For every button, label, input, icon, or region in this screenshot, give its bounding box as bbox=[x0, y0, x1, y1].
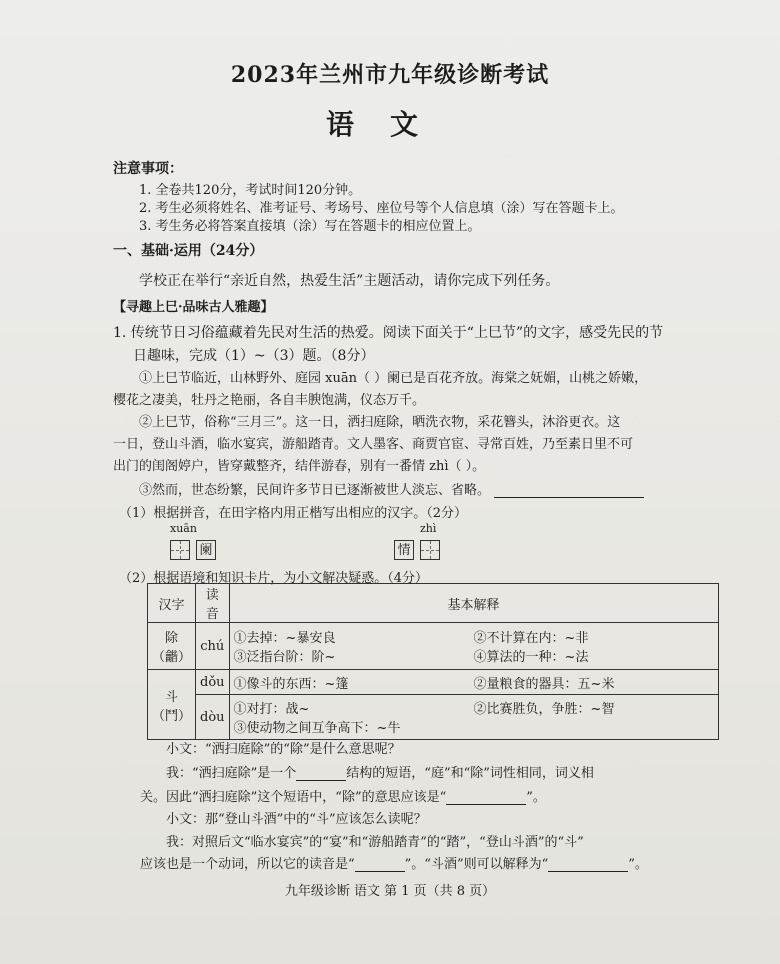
card-header-row bbox=[148, 584, 719, 623]
dialogue-line6c: ”。 bbox=[628, 857, 648, 872]
tianzige-char-qing bbox=[394, 540, 414, 560]
char-chu: 除 bbox=[165, 631, 179, 646]
dialogue-line3 bbox=[140, 786, 546, 805]
meaning-chu-4: ④算法的一种：~法 bbox=[473, 650, 589, 665]
page-footer: 九年级诊断 语文 第 1 页（共 8 页） bbox=[284, 884, 496, 899]
meaning-chu-1: ①去掉：~暴安良 bbox=[233, 631, 336, 646]
notice-heading: 注意事项： bbox=[113, 161, 183, 177]
meaning-chu-2: ②不计算在内：~非 bbox=[473, 631, 589, 646]
pinyin-zhi: zhì bbox=[420, 522, 437, 535]
sub2-label: （2）根据语境和知识卡片，为小文解决疑惑。（4分） bbox=[119, 571, 429, 586]
header-pinyin: 读音 bbox=[196, 584, 230, 623]
char-lan: 阑 bbox=[199, 543, 213, 558]
dialogue-line2b: 结构的短语，“庭”和“除”词性相同，词义相 bbox=[346, 766, 594, 781]
dou-jiu-meaning-answer-blank[interactable] bbox=[548, 857, 628, 872]
dialogue-line6a: 应该也是一个动词，所以它的读音是“ bbox=[140, 857, 355, 872]
header-meaning: 基本解释 bbox=[229, 584, 718, 623]
char-chu-trad: （龤） bbox=[152, 650, 192, 665]
task-subheading: 【寻趣上巳·品味古人雅趣】 bbox=[113, 300, 274, 315]
notice-item-1: 1. 全卷共120分，考试时间120分钟。 bbox=[139, 183, 362, 198]
meaning-dou4-1: ①对打：战~ bbox=[233, 702, 310, 717]
section-intro: 学校正在举行“亲近自然，热爱生活”主题活动，请你完成下列任务。 bbox=[139, 273, 560, 289]
meaning-chu-3: ③泛指台阶：阶~ bbox=[233, 650, 336, 665]
pinyin-chu: chú bbox=[196, 623, 230, 670]
dialogue-line2 bbox=[166, 762, 594, 781]
meanings-dou3 bbox=[229, 670, 718, 695]
para1-line1: ①上巳节临近，山林野外、庭园 xuān（ ）阑已是百花齐放。海棠之妩媚，山桃之娇嫩， bbox=[139, 371, 648, 386]
char-dou-trad: （鬥） bbox=[152, 708, 192, 724]
pinyin-xuan: xuān bbox=[170, 522, 197, 535]
para2-line1: ②上巳节，俗称“三月三”。这一日，洒扫庭除，晒洗衣物，采花簪头，沐浴更衣。这 bbox=[139, 415, 621, 430]
para3 bbox=[139, 479, 644, 498]
char-qing: 情 bbox=[397, 543, 411, 558]
meaning-dou3-1: ①像斗的东西：~篷 bbox=[233, 676, 349, 692]
dialogue-line6b: ”。“斗酒”则可以解释为“ bbox=[404, 857, 549, 872]
para2-line2: 一日，登山斗酒，临水宴宾，游船踏青。文人墨客、商贾官宦、寻常百姓，乃至素日里不可 bbox=[113, 437, 634, 452]
para2-line3: 出门的闺阁婷户，皆穿戴整齐，结伴游春，别有一番情 zhì（ ）。 bbox=[113, 459, 486, 474]
dialogue-line6 bbox=[140, 853, 648, 872]
tianzige-box-zhi[interactable] bbox=[420, 540, 440, 560]
q1-stem-line1: 1. 传统节日习俗蕴藏着先民对生活的热爱。阅读下面关于“上巳节”的文字，感受先民的节 bbox=[113, 325, 664, 341]
exam-title: 2023年兰州市九年级诊断考试 bbox=[230, 62, 550, 88]
card-row-chu bbox=[148, 623, 719, 670]
para3-text: ③然而，世态纷繁，民间许多节日已逐渐被世人淡忘、省略。 bbox=[139, 483, 491, 498]
sub1-label: （1）根据拼音，在田字格内用正楷写出相应的汉字。（2分） bbox=[119, 506, 468, 521]
dialogue-line3a: 关。因此“洒扫庭除”这个短语中，“除”的意思应该是“ bbox=[140, 790, 447, 805]
chu-meaning-answer-blank[interactable] bbox=[446, 790, 526, 805]
meaning-dou4-2: ②比赛胜负，争胜：~智 bbox=[473, 702, 615, 717]
header-char: 汉字 bbox=[148, 584, 196, 623]
para3-answer-blank[interactable] bbox=[494, 483, 644, 498]
q1-stem-line2: 日趣味，完成（1）~（3）题。（8分） bbox=[133, 348, 375, 364]
structure-answer-blank[interactable] bbox=[296, 766, 346, 781]
knowledge-card-table bbox=[147, 583, 719, 740]
dialogue-line2a: 我：“洒扫庭除”是一个 bbox=[166, 766, 297, 781]
dialogue-line1: 小文：“洒扫庭除”的“除”是什么意思呢？ bbox=[166, 742, 401, 757]
card-char-dou bbox=[148, 670, 196, 740]
meanings-chu bbox=[229, 623, 718, 670]
dialogue-line4: 小文：那“登山斗酒”中的“斗”应该怎么读呢？ bbox=[166, 812, 427, 827]
meaning-dou4-3: ③使动物之间互争高下：~牛 bbox=[233, 721, 401, 736]
dialogue-line3b: ”。 bbox=[526, 790, 546, 805]
tianzige-box-xuan[interactable] bbox=[170, 540, 190, 560]
para1-line2: 樱花之凄美，牡丹之艳丽，各自丰腴饱满，仪态万千。 bbox=[113, 393, 426, 408]
pinyin-dou4: dòu bbox=[196, 695, 230, 740]
dialogue-line5: 我：对照后文“临水宴宾”的“宴”和“游船踏青”的“踏”，“登山斗酒”的“斗” bbox=[166, 835, 584, 850]
char-dou: 斗 bbox=[165, 689, 179, 705]
tianzige-char-lan bbox=[196, 540, 216, 560]
subject-title: 语文 bbox=[325, 108, 454, 141]
card-row-dou3 bbox=[148, 670, 719, 695]
meaning-dou3-2: ②量粮食的器具：五~米 bbox=[473, 676, 615, 692]
card-char-chu bbox=[148, 623, 196, 670]
meanings-dou4 bbox=[229, 695, 718, 740]
notice-item-3: 3. 考生务必将答案直接填（涂）写在答题卡的相应位置上。 bbox=[139, 219, 481, 234]
notice-item-2: 2. 考生必须将姓名、准考证号、考场号、座位号等个人信息填（涂）写在答题卡上。 bbox=[139, 201, 624, 216]
section-heading: 一、基础·运用（24分） bbox=[113, 243, 264, 259]
card-row-dou4 bbox=[148, 695, 719, 740]
pinyin-dou3: dǒu bbox=[196, 670, 230, 695]
dou-pinyin-answer-blank[interactable] bbox=[355, 857, 405, 872]
